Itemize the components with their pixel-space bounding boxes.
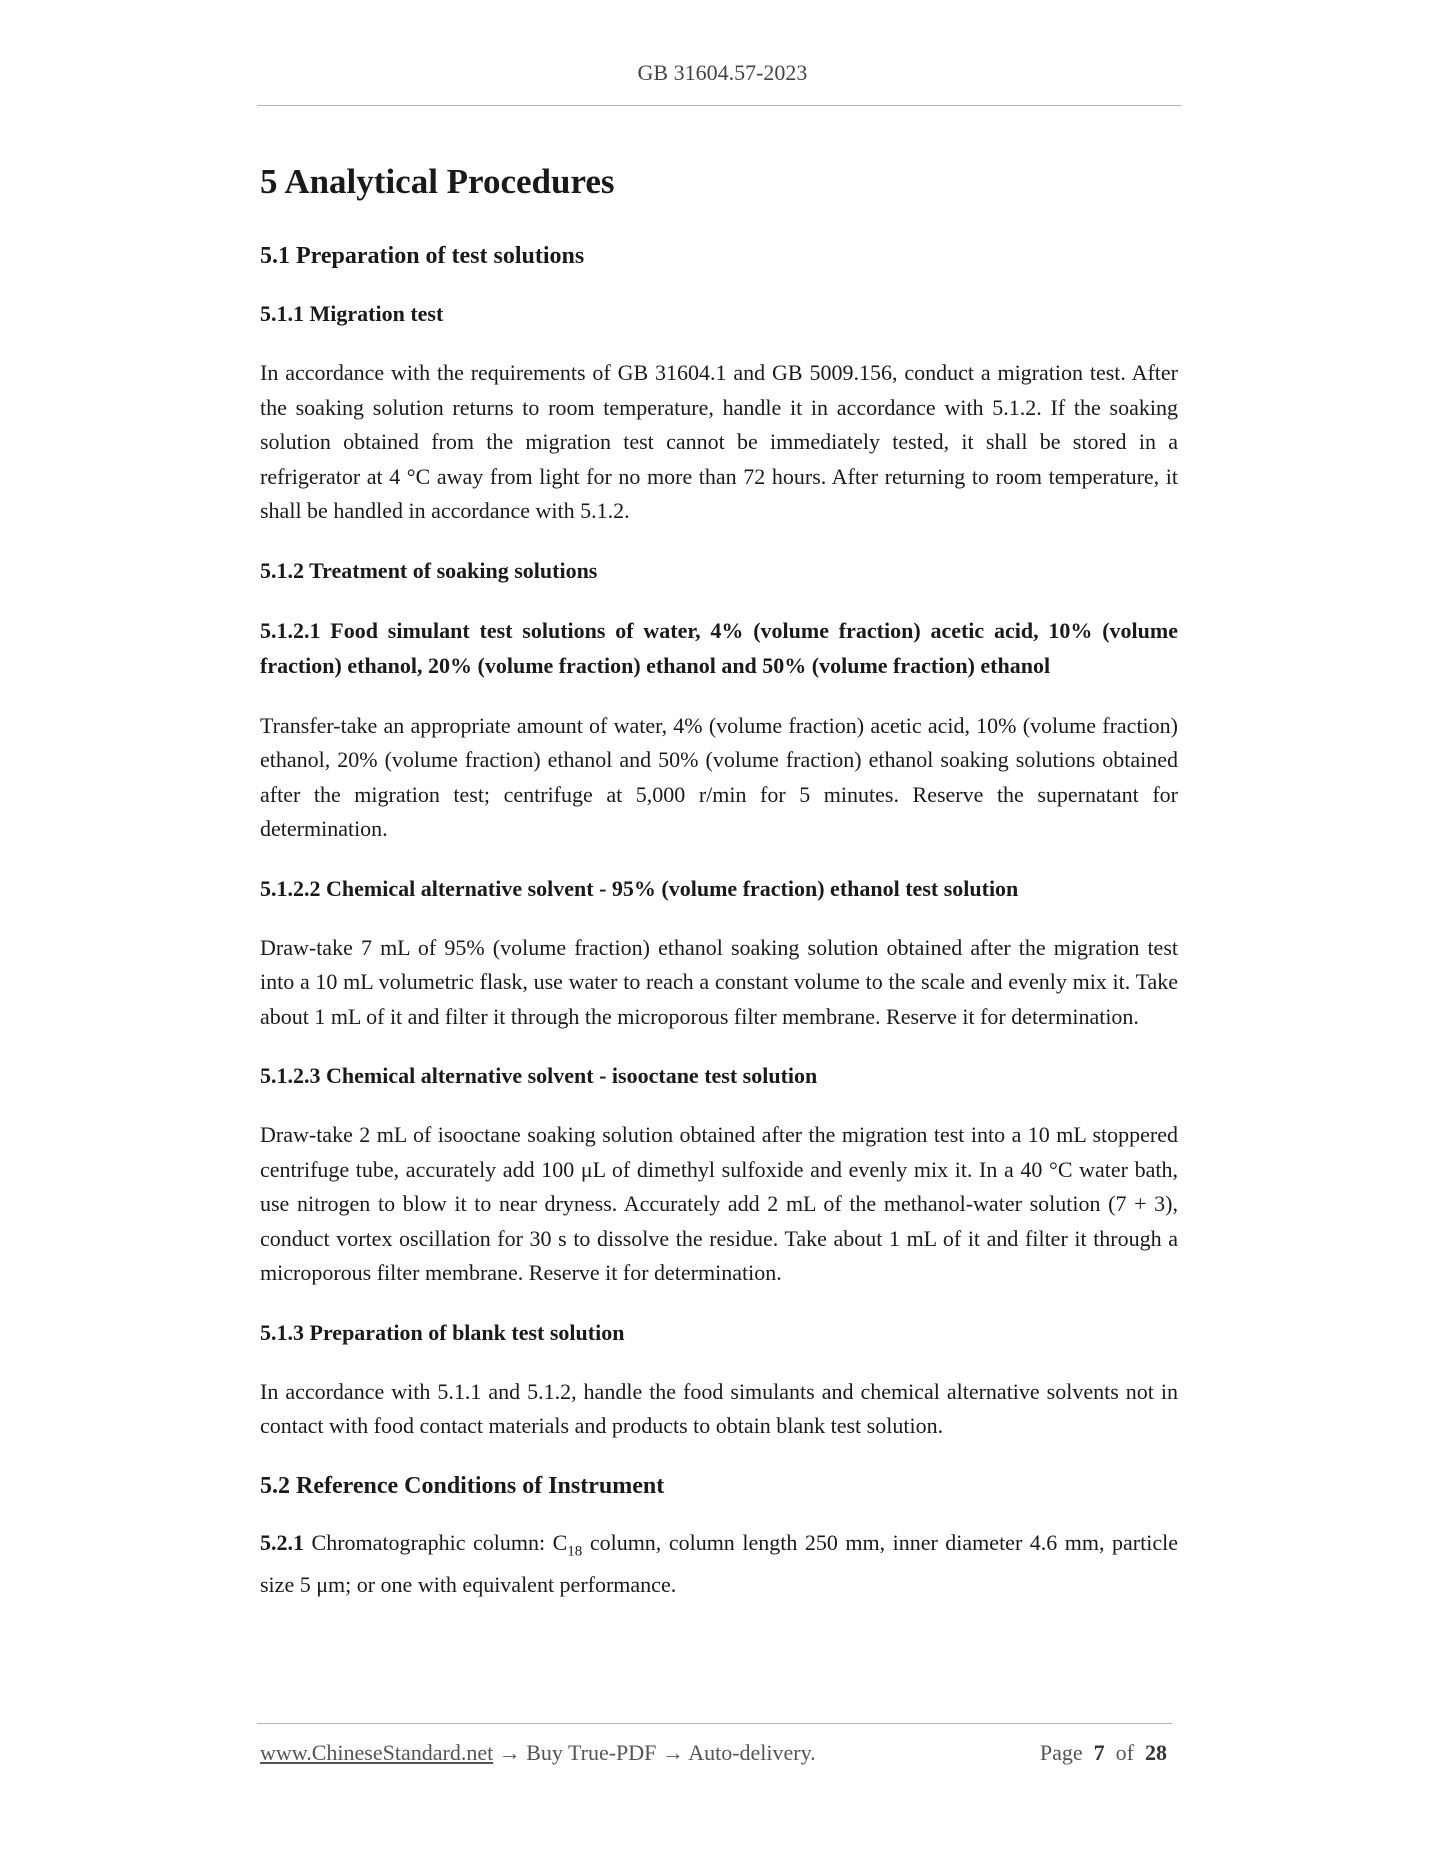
page-total: 28 — [1145, 1740, 1167, 1765]
subsection-5-2-1-subscript: 18 — [567, 1542, 583, 1559]
subsection-5-1-1-title: 5.1.1 Migration test — [260, 301, 444, 326]
subsection-5-2-title: 5.2 Reference Conditions of Instrument — [260, 1472, 665, 1499]
document-code: GB 31604.57-2023 — [637, 60, 808, 85]
subsection-5-2-1-pre: Chromatographic column: C — [304, 1529, 568, 1555]
page-body — [260, 160, 1178, 1629]
subsection-5-2-1-number: 5.2.1 — [260, 1529, 304, 1555]
subsection-5-1-2-2-title: 5.1.2.2 Chemical alternative solvent - 95% (volume fraction) ethanol test solution — [260, 875, 1019, 901]
section-title: 5 Analytical Procedures — [260, 162, 615, 201]
subsection-5-1-title: 5.1 Preparation of test solutions — [260, 243, 585, 269]
page-current: 7 — [1093, 1740, 1105, 1765]
subsection-5-1-3-title: 5.1.3 Preparation of blank test solution — [260, 1319, 625, 1345]
subsection-5-1-3-text: In accordance with 5.1.1 and 5.1.2, handle the food simulants and chemical alternative solvents not in contact with food contact materials and products to obtain blank test solution. — [260, 1378, 1178, 1438]
subsection-5-1-2-1-text: Transfer-take an appropriate amount of water, 4% (volume fraction) acetic acid, 10% (volume fraction) ethanol, 20% (volume fraction) ethanol and 50% (volume fraction) ethanol soaking solutions obtained after the migration test; centrifuge at 5,000 r/min for 5 minutes. Reserve the supernatant for determination. — [260, 712, 1178, 841]
subsection-5-1-1-text: In accordance with the requirements of GB 31604.1 and GB 5009.156, conduct a migration test. After the soaking solution returns to room temperature, handle it in accordance with 5.1.2. If the soaking solution obtained from the migration test cannot be immediately tested, it shall be stored in a refrigerator at 4 °C away from light for no more than 72 hours. After returning to room temperature, it shall be handled in accordance with 5.1.2. — [260, 360, 1178, 523]
subsection-5-1-2-3-title: 5.1.2.3 Chemical alternative solvent - isooctane test solution — [260, 1063, 818, 1088]
page-number — [1040, 1740, 1167, 1766]
footer-promo — [260, 1740, 816, 1766]
subsection-5-1-2-1-title: 5.1.2.1 Food simulant test solutions of water, 4% (volume fraction) acetic acid, 10% (volume fraction) ethanol, 20% (volume fraction) ethanol and 50% (volume fraction) ethanol — [260, 617, 1178, 678]
page-label: Page — [1039, 1740, 1083, 1765]
page-of-label: of — [1115, 1740, 1134, 1765]
site-link[interactable]: www.ChineseStandard.net — [260, 1740, 494, 1765]
subsection-5-1-2-3-text: Draw-take 2 mL of isooctane soaking solution obtained after the migration test into a 10 mL stoppered centrifuge tube, accurately add 100 μL of dimethyl sulfoxide and evenly mix it. In a 40 °C water bath, use nitrogen to blow it to near dryness. Accurately add 2 mL of the methanol-water solution (7 + 3), conduct vortex oscillation for 30 s to dissolve the residue. Take about 1 mL of it and filter it through a microporous filter membrane. Reserve it for determination. — [260, 1122, 1178, 1285]
subsection-5-1-2-title: 5.1.2 Treatment of soaking solutions — [260, 557, 598, 583]
footer-divider — [257, 1723, 1172, 1724]
subsection-5-2-1-text — [260, 1526, 1178, 1603]
footer-promo-text: → Buy True-PDF → Auto-delivery. — [493, 1740, 816, 1765]
subsection-5-2-1-post: column, column length 250 mm, inner diameter 4.6 mm, particle size 5 μm; or one with equivalent performance. — [260, 1529, 1178, 1598]
header-divider — [257, 105, 1182, 106]
subsection-5-1-2-2-text: Draw-take 7 mL of 95% (volume fraction) ethanol soaking solution obtained after the migration test into a 10 mL volumetric flask, use water to reach a constant volume to the scale and evenly mix it. Take about 1 mL of it and filter it through the microporous filter membrane. Reserve it for determination. — [260, 934, 1178, 1029]
